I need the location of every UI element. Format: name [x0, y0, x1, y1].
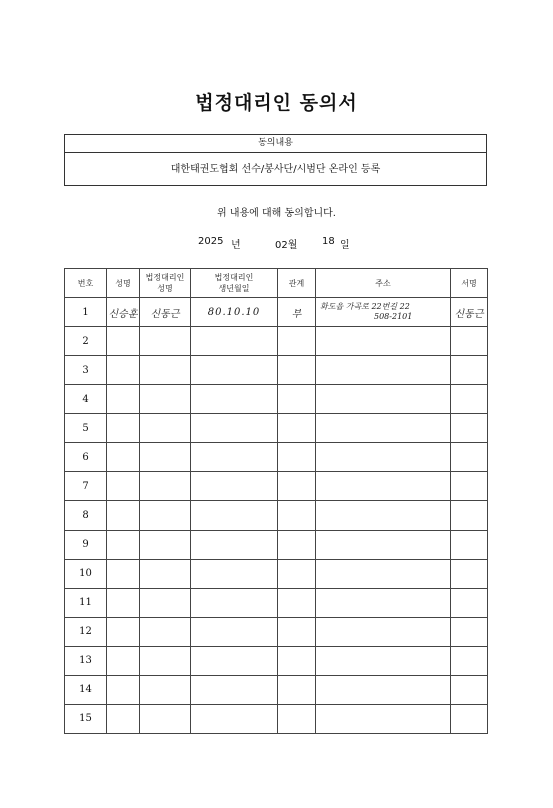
table-row — [65, 298, 488, 327]
cell-guardian-name — [140, 385, 191, 414]
cell-guardian-birth — [191, 327, 278, 356]
cell-signature — [451, 530, 488, 559]
cell-signature — [451, 559, 488, 588]
cell-guardian-birth — [191, 443, 278, 472]
cell-relation — [278, 675, 316, 704]
cell-guardian-name — [140, 356, 191, 385]
handwritten-guardian-birth: 80.10.10 — [207, 306, 261, 318]
cell-guardian-birth — [191, 501, 278, 530]
cell-address — [316, 327, 451, 356]
cell-name — [107, 472, 140, 501]
cell-guardian-name — [140, 327, 191, 356]
cell-guardian-name — [140, 675, 191, 704]
cell-guardian-birth — [191, 617, 278, 646]
consent-header: 동의내용 — [65, 135, 486, 153]
cell-guardian-birth — [191, 414, 278, 443]
cell-signature — [451, 356, 488, 385]
cell-address — [316, 501, 451, 530]
cell-signature — [451, 327, 488, 356]
cell-signature — [451, 443, 488, 472]
header-address: 주소 — [316, 269, 451, 298]
cell-address — [316, 617, 451, 646]
agreement-text: 위 내용에 대해 동의합니다. — [217, 208, 336, 219]
date-year: 2025 — [198, 236, 224, 247]
consent-box — [64, 134, 487, 186]
handwritten-signature: 신동근 — [454, 308, 484, 320]
table-row — [65, 559, 488, 588]
cell-guardian-name — [140, 646, 191, 675]
cell-relation — [278, 356, 316, 385]
cell-guardian-birth — [191, 385, 278, 414]
table-row — [65, 443, 488, 472]
cell-relation — [278, 472, 316, 501]
cell-signature — [451, 298, 488, 327]
date-year-unit: 년 — [231, 240, 241, 251]
table-row — [65, 472, 488, 501]
table-row — [65, 617, 488, 646]
cell-name — [107, 356, 140, 385]
cell-signature — [451, 501, 488, 530]
cell-guardian-name — [140, 472, 191, 501]
guardian-table — [64, 268, 488, 734]
header-guardian-birth: 법정대리인 생년월일 — [191, 269, 278, 298]
cell-guardian-name — [140, 617, 191, 646]
row-number: 7 — [65, 472, 107, 501]
cell-address — [316, 414, 451, 443]
cell-relation — [278, 501, 316, 530]
table-row — [65, 704, 488, 733]
cell-relation — [278, 588, 316, 617]
table-row — [65, 675, 488, 704]
cell-guardian-name — [140, 443, 191, 472]
cell-relation — [278, 704, 316, 733]
table-row — [65, 327, 488, 356]
date-day: 18 — [322, 236, 335, 247]
cell-signature — [451, 646, 488, 675]
cell-signature — [451, 385, 488, 414]
cell-address — [316, 356, 451, 385]
cell-guardian-birth — [191, 559, 278, 588]
row-number: 8 — [65, 501, 107, 530]
table-row — [65, 530, 488, 559]
row-number: 15 — [65, 704, 107, 733]
row-number: 13 — [65, 646, 107, 675]
cell-signature — [451, 617, 488, 646]
cell-address — [316, 385, 451, 414]
header-no: 번호 — [65, 269, 107, 298]
cell-guardian-name — [140, 530, 191, 559]
cell-name — [107, 298, 140, 327]
cell-name — [107, 675, 140, 704]
cell-guardian-birth — [191, 530, 278, 559]
cell-guardian-birth — [191, 646, 278, 675]
row-number: 1 — [65, 298, 107, 327]
cell-signature — [451, 704, 488, 733]
handwritten-guardian-name: 신동근 — [150, 308, 180, 320]
cell-name — [107, 530, 140, 559]
table-row — [65, 385, 488, 414]
row-number: 4 — [65, 385, 107, 414]
row-number: 5 — [65, 414, 107, 443]
cell-guardian-birth — [191, 675, 278, 704]
cell-name — [107, 617, 140, 646]
handwritten-relation: 부 — [291, 308, 302, 320]
cell-name — [107, 385, 140, 414]
cell-relation — [278, 414, 316, 443]
cell-guardian-name — [140, 588, 191, 617]
row-number: 14 — [65, 675, 107, 704]
row-number: 9 — [65, 530, 107, 559]
cell-guardian-name — [140, 298, 191, 327]
cell-address — [316, 472, 451, 501]
cell-address — [316, 646, 451, 675]
cell-name — [107, 443, 140, 472]
row-number: 11 — [65, 588, 107, 617]
cell-address — [316, 588, 451, 617]
cell-signature — [451, 472, 488, 501]
cell-guardian-birth — [191, 298, 278, 327]
cell-guardian-birth — [191, 588, 278, 617]
row-number: 12 — [65, 617, 107, 646]
cell-address — [316, 530, 451, 559]
table-row — [65, 414, 488, 443]
cell-relation — [278, 385, 316, 414]
row-number: 2 — [65, 327, 107, 356]
cell-signature — [451, 414, 488, 443]
header-relation: 관계 — [278, 269, 316, 298]
cell-name — [107, 559, 140, 588]
cell-signature — [451, 675, 488, 704]
header-guardian-name: 법정대리인 성명 — [140, 269, 191, 298]
row-number: 10 — [65, 559, 107, 588]
cell-name — [107, 327, 140, 356]
cell-address — [316, 443, 451, 472]
cell-guardian-name — [140, 704, 191, 733]
cell-name — [107, 414, 140, 443]
cell-relation — [278, 327, 316, 356]
cell-name — [107, 588, 140, 617]
table-body — [65, 298, 488, 734]
address-line-2: 508-2101 — [374, 312, 413, 322]
cell-name — [107, 646, 140, 675]
header-name: 성명 — [107, 269, 140, 298]
cell-guardian-name — [140, 414, 191, 443]
cell-name — [107, 704, 140, 733]
cell-guardian-name — [140, 559, 191, 588]
cell-address — [316, 559, 451, 588]
header-signature: 서명 — [451, 269, 488, 298]
cell-address — [316, 704, 451, 733]
cell-relation — [278, 298, 316, 327]
row-number: 3 — [65, 356, 107, 385]
handwritten-name: 신승훈 — [108, 308, 138, 320]
cell-relation — [278, 530, 316, 559]
cell-guardian-birth — [191, 704, 278, 733]
cell-relation — [278, 559, 316, 588]
cell-guardian-birth — [191, 356, 278, 385]
date-month: 02월 — [275, 240, 298, 251]
cell-signature — [451, 588, 488, 617]
consent-content: 대한태권도협회 선수/봉사단/시범단 온라인 등록 — [170, 164, 381, 175]
cell-address — [316, 298, 451, 327]
table-row — [65, 588, 488, 617]
table-row — [65, 646, 488, 675]
cell-guardian-name — [140, 501, 191, 530]
address-line-1: 화도읍 가곡로 22번길 22 — [320, 302, 410, 312]
date-day-unit: 일 — [340, 240, 350, 251]
table-row — [65, 356, 488, 385]
cell-relation — [278, 646, 316, 675]
cell-relation — [278, 443, 316, 472]
cell-name — [107, 501, 140, 530]
cell-relation — [278, 617, 316, 646]
cell-address — [316, 675, 451, 704]
row-number: 6 — [65, 443, 107, 472]
cell-guardian-birth — [191, 472, 278, 501]
document-title: 법정대리인 동의서 — [195, 92, 358, 114]
table-row — [65, 501, 488, 530]
